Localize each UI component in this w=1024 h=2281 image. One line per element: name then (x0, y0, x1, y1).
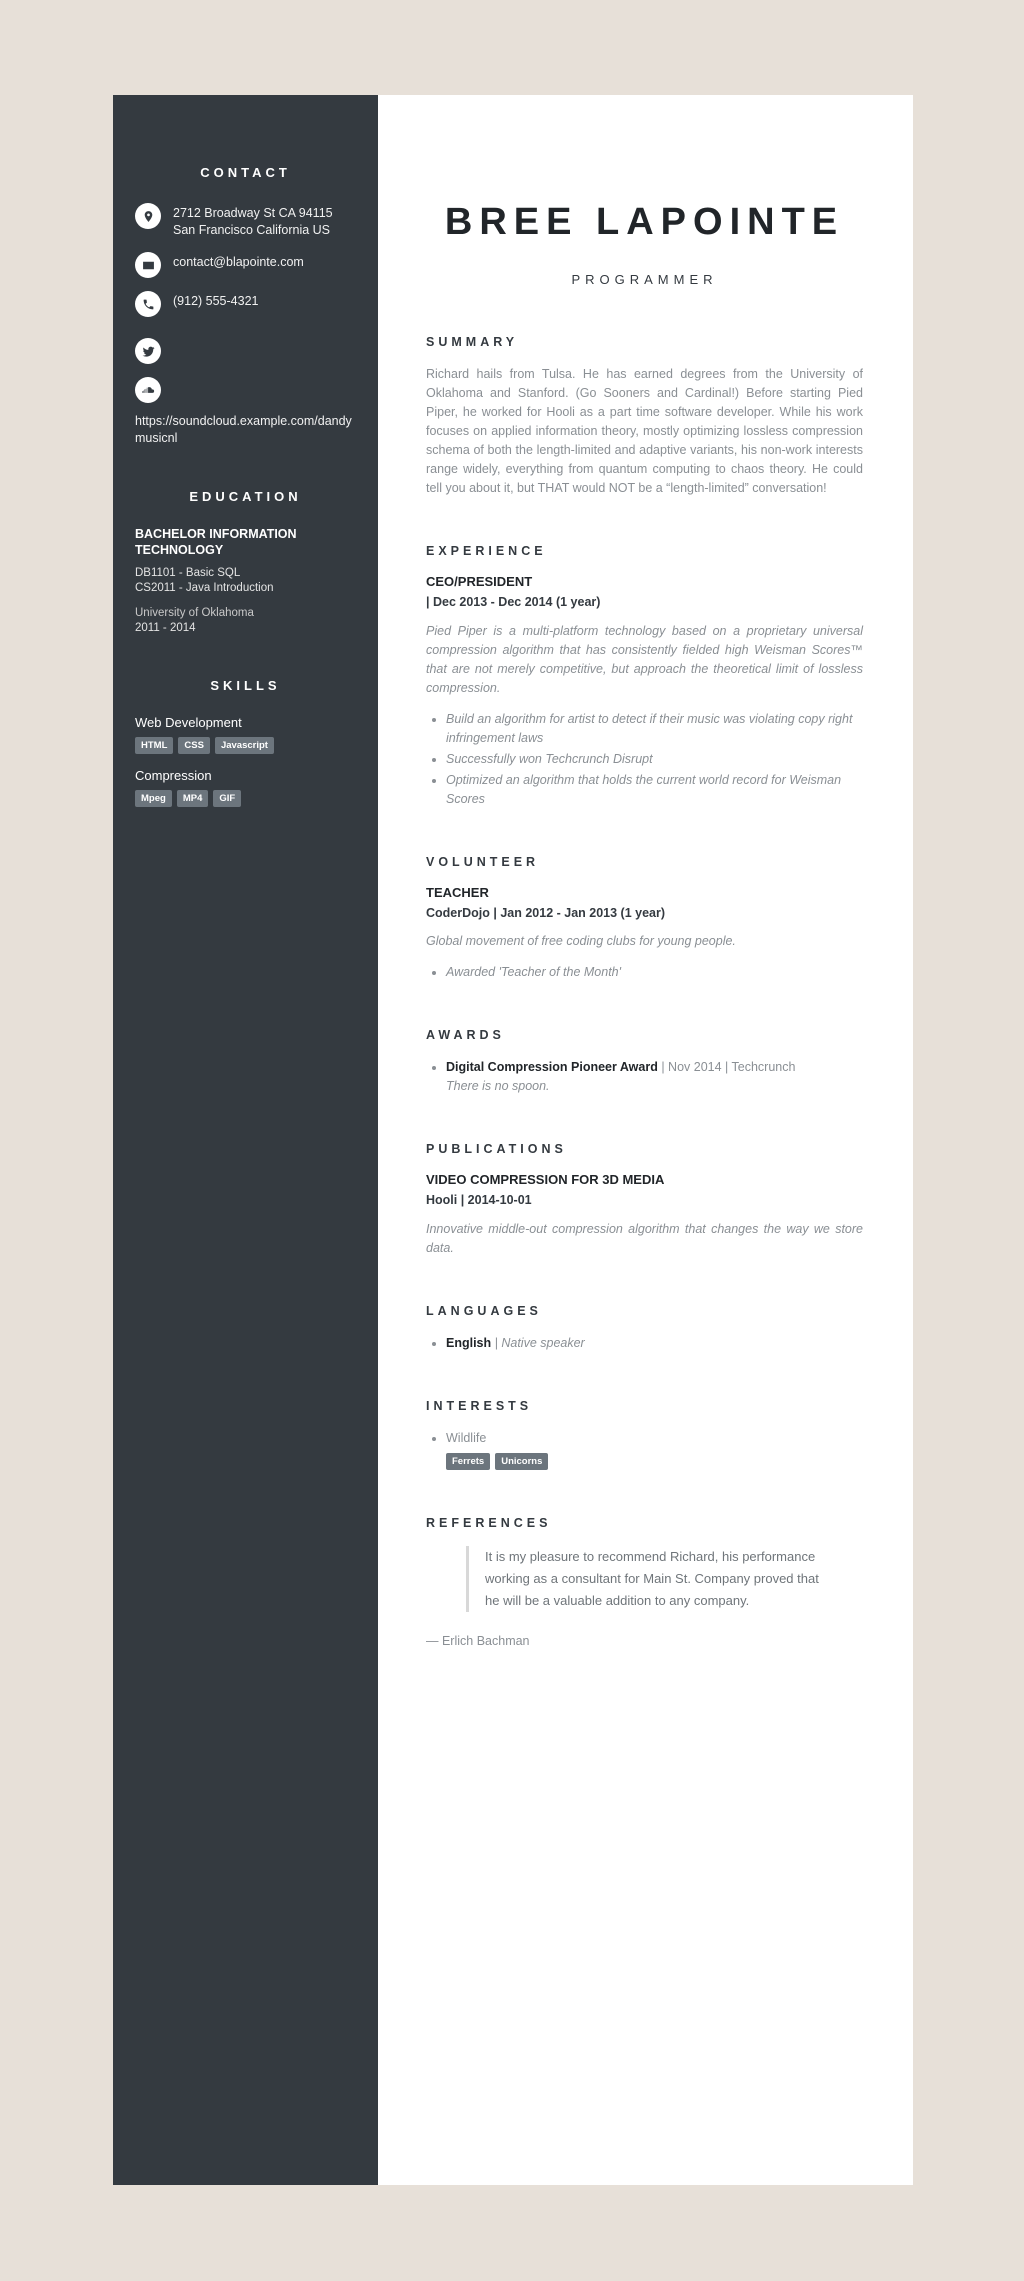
resume-main (378, 95, 913, 2185)
reference-quote: It is my pleasure to recommend Richard, his performance working as a consultant for Main St. Company proved that he will be a valuable addition to any company. (466, 1546, 823, 1612)
education-course-2: CS2011 - Java Introduction (135, 582, 274, 594)
award-note: There is no spoon. (446, 1079, 550, 1094)
languages-heading: LANGUAGES (426, 1303, 542, 1318)
list-item: • Awarded 'Teacher of the Month' (446, 963, 863, 982)
references-section (426, 1516, 863, 1648)
interests-section (426, 1399, 863, 1470)
list-item (446, 1334, 863, 1353)
social-soundcloud-row[interactable] (135, 376, 356, 403)
volunteer-meta: CoderDojo | Jan 2012 - Jan 2013 (1 year) (426, 905, 666, 920)
skill-tag: MP4 (177, 790, 209, 807)
publication-meta: Hooli | 2014-10-01 (426, 1193, 532, 1208)
envelope-icon (135, 252, 161, 278)
phone-icon (135, 291, 161, 317)
education-degree: BACHELOR INFORMATION TECHNOLOGY (135, 527, 297, 557)
contact-address: 2712 Broadway St CA 94115 San Francisco California US (173, 206, 333, 237)
location-pin-icon (135, 203, 161, 229)
languages-section (426, 1304, 863, 1353)
publication-title: VIDEO COMPRESSION FOR 3D MEDIA (426, 1172, 665, 1188)
publication-description: Innovative middle-out compression algorithm that changes the way we store data. (426, 1221, 863, 1255)
references-heading: REFERENCES (426, 1515, 552, 1530)
education-school: University of Oklahoma (135, 607, 254, 619)
interest-tag-row (446, 1453, 863, 1470)
sidebar (113, 95, 378, 2185)
soundcloud-icon[interactable] (135, 377, 161, 403)
contact-phone-row[interactable] (135, 290, 356, 317)
volunteer-section (426, 855, 863, 983)
interest-tag: Ferrets (446, 1453, 490, 1470)
contact-address-row (135, 202, 356, 239)
summary-heading: SUMMARY (426, 335, 519, 350)
contact-email-row[interactable] (135, 251, 356, 278)
soundcloud-url[interactable]: https://soundcloud.example.com/dandymusicnl (135, 414, 352, 445)
awards-section (426, 1028, 863, 1096)
contact-email: contact@blapointe.com (173, 255, 304, 269)
language-level: | Native speaker (491, 1335, 585, 1350)
languages-list (426, 1334, 863, 1353)
contact-heading: CONTACT (200, 165, 291, 180)
skill-tag-row (135, 737, 356, 754)
candidate-name: BREE LAPOINTE (444, 201, 845, 244)
list-item (446, 1058, 863, 1096)
list-item: • Successfully won Techcrunch Disrupt (446, 750, 863, 769)
publications-heading: PUBLICATIONS (426, 1142, 567, 1157)
language-name: English (446, 1335, 492, 1350)
candidate-role: PROGRAMMER (571, 272, 718, 288)
summary-section (426, 335, 863, 498)
experience-heading: EXPERIENCE (426, 544, 547, 559)
skill-tag: HTML (135, 737, 173, 754)
interests-list (426, 1429, 863, 1448)
volunteer-heading: VOLUNTEER (426, 854, 540, 869)
skill-tag: Javascript (215, 737, 274, 754)
skill-group-label: Web Development (135, 715, 242, 730)
social-twitter-row[interactable] (135, 337, 356, 364)
list-item: • Optimized an algorithm that holds the current world record for Weisman Scores (446, 771, 863, 809)
awards-list (426, 1058, 863, 1096)
experience-description: Pied Piper is a multi-platform technology based on a proprietary universal compression algorithm that has consistently fielded high Weisman Scores™ that are not merely competitive, but approach the theoretical limit of lossless compression. (426, 623, 863, 695)
education-block (135, 489, 356, 636)
award-meta: | Nov 2014 | Techcrunch (657, 1060, 796, 1075)
experience-section (426, 544, 863, 809)
resume-page (113, 95, 913, 2185)
awards-heading: AWARDS (426, 1028, 505, 1043)
volunteer-bullets (426, 963, 863, 982)
skill-tag-row (135, 790, 356, 807)
skills-block (135, 678, 356, 807)
list-item: • Wildlife (446, 1429, 863, 1448)
publications-section (426, 1142, 863, 1258)
experience-bullets (426, 710, 863, 809)
skills-heading: SKILLS (210, 678, 281, 693)
education-course-1: DB1101 - Basic SQL (135, 567, 241, 579)
interests-heading: INTERESTS (426, 1398, 533, 1413)
skill-tag: GIF (213, 790, 241, 807)
skill-group-label: Compression (135, 768, 212, 783)
skill-tag: Mpeg (135, 790, 172, 807)
skill-tag: CSS (178, 737, 210, 754)
education-heading: EDUCATION (189, 489, 302, 504)
award-name: Digital Compression Pioneer Award (446, 1060, 658, 1075)
contact-phone: (912) 555-4321 (173, 294, 259, 308)
experience-meta: | Dec 2013 - Dec 2014 (1 year) (426, 595, 601, 610)
education-years: 2011 - 2014 (135, 622, 196, 634)
twitter-icon[interactable] (135, 338, 161, 364)
list-item: • Build an algorithm for artist to detect if their music was violating copy right infringement laws (446, 710, 863, 748)
reference-author: — Erlich Bachman (426, 1633, 530, 1648)
volunteer-title: TEACHER (426, 884, 489, 900)
volunteer-description: Global movement of free coding clubs for young people. (426, 934, 736, 949)
experience-title: CEO/PRESIDENT (426, 574, 533, 590)
summary-text: Richard hails from Tulsa. He has earned degrees from the University of Oklahoma and Stanford. (Go Sooners and Cardinal!) Before starting Pied Piper, he worked for Hooli as a part time software developer. While his work focuses on applied information theory, mostly optimizing lossless compression schema of both the length-limited and adaptive variants, his non-work interests range widely, everything from quantum computing to chaos theory. He could tell you about it, but THAT would NOT be a “length-limited” conversation! (426, 367, 863, 496)
interest-tag: Unicorns (495, 1453, 548, 1470)
